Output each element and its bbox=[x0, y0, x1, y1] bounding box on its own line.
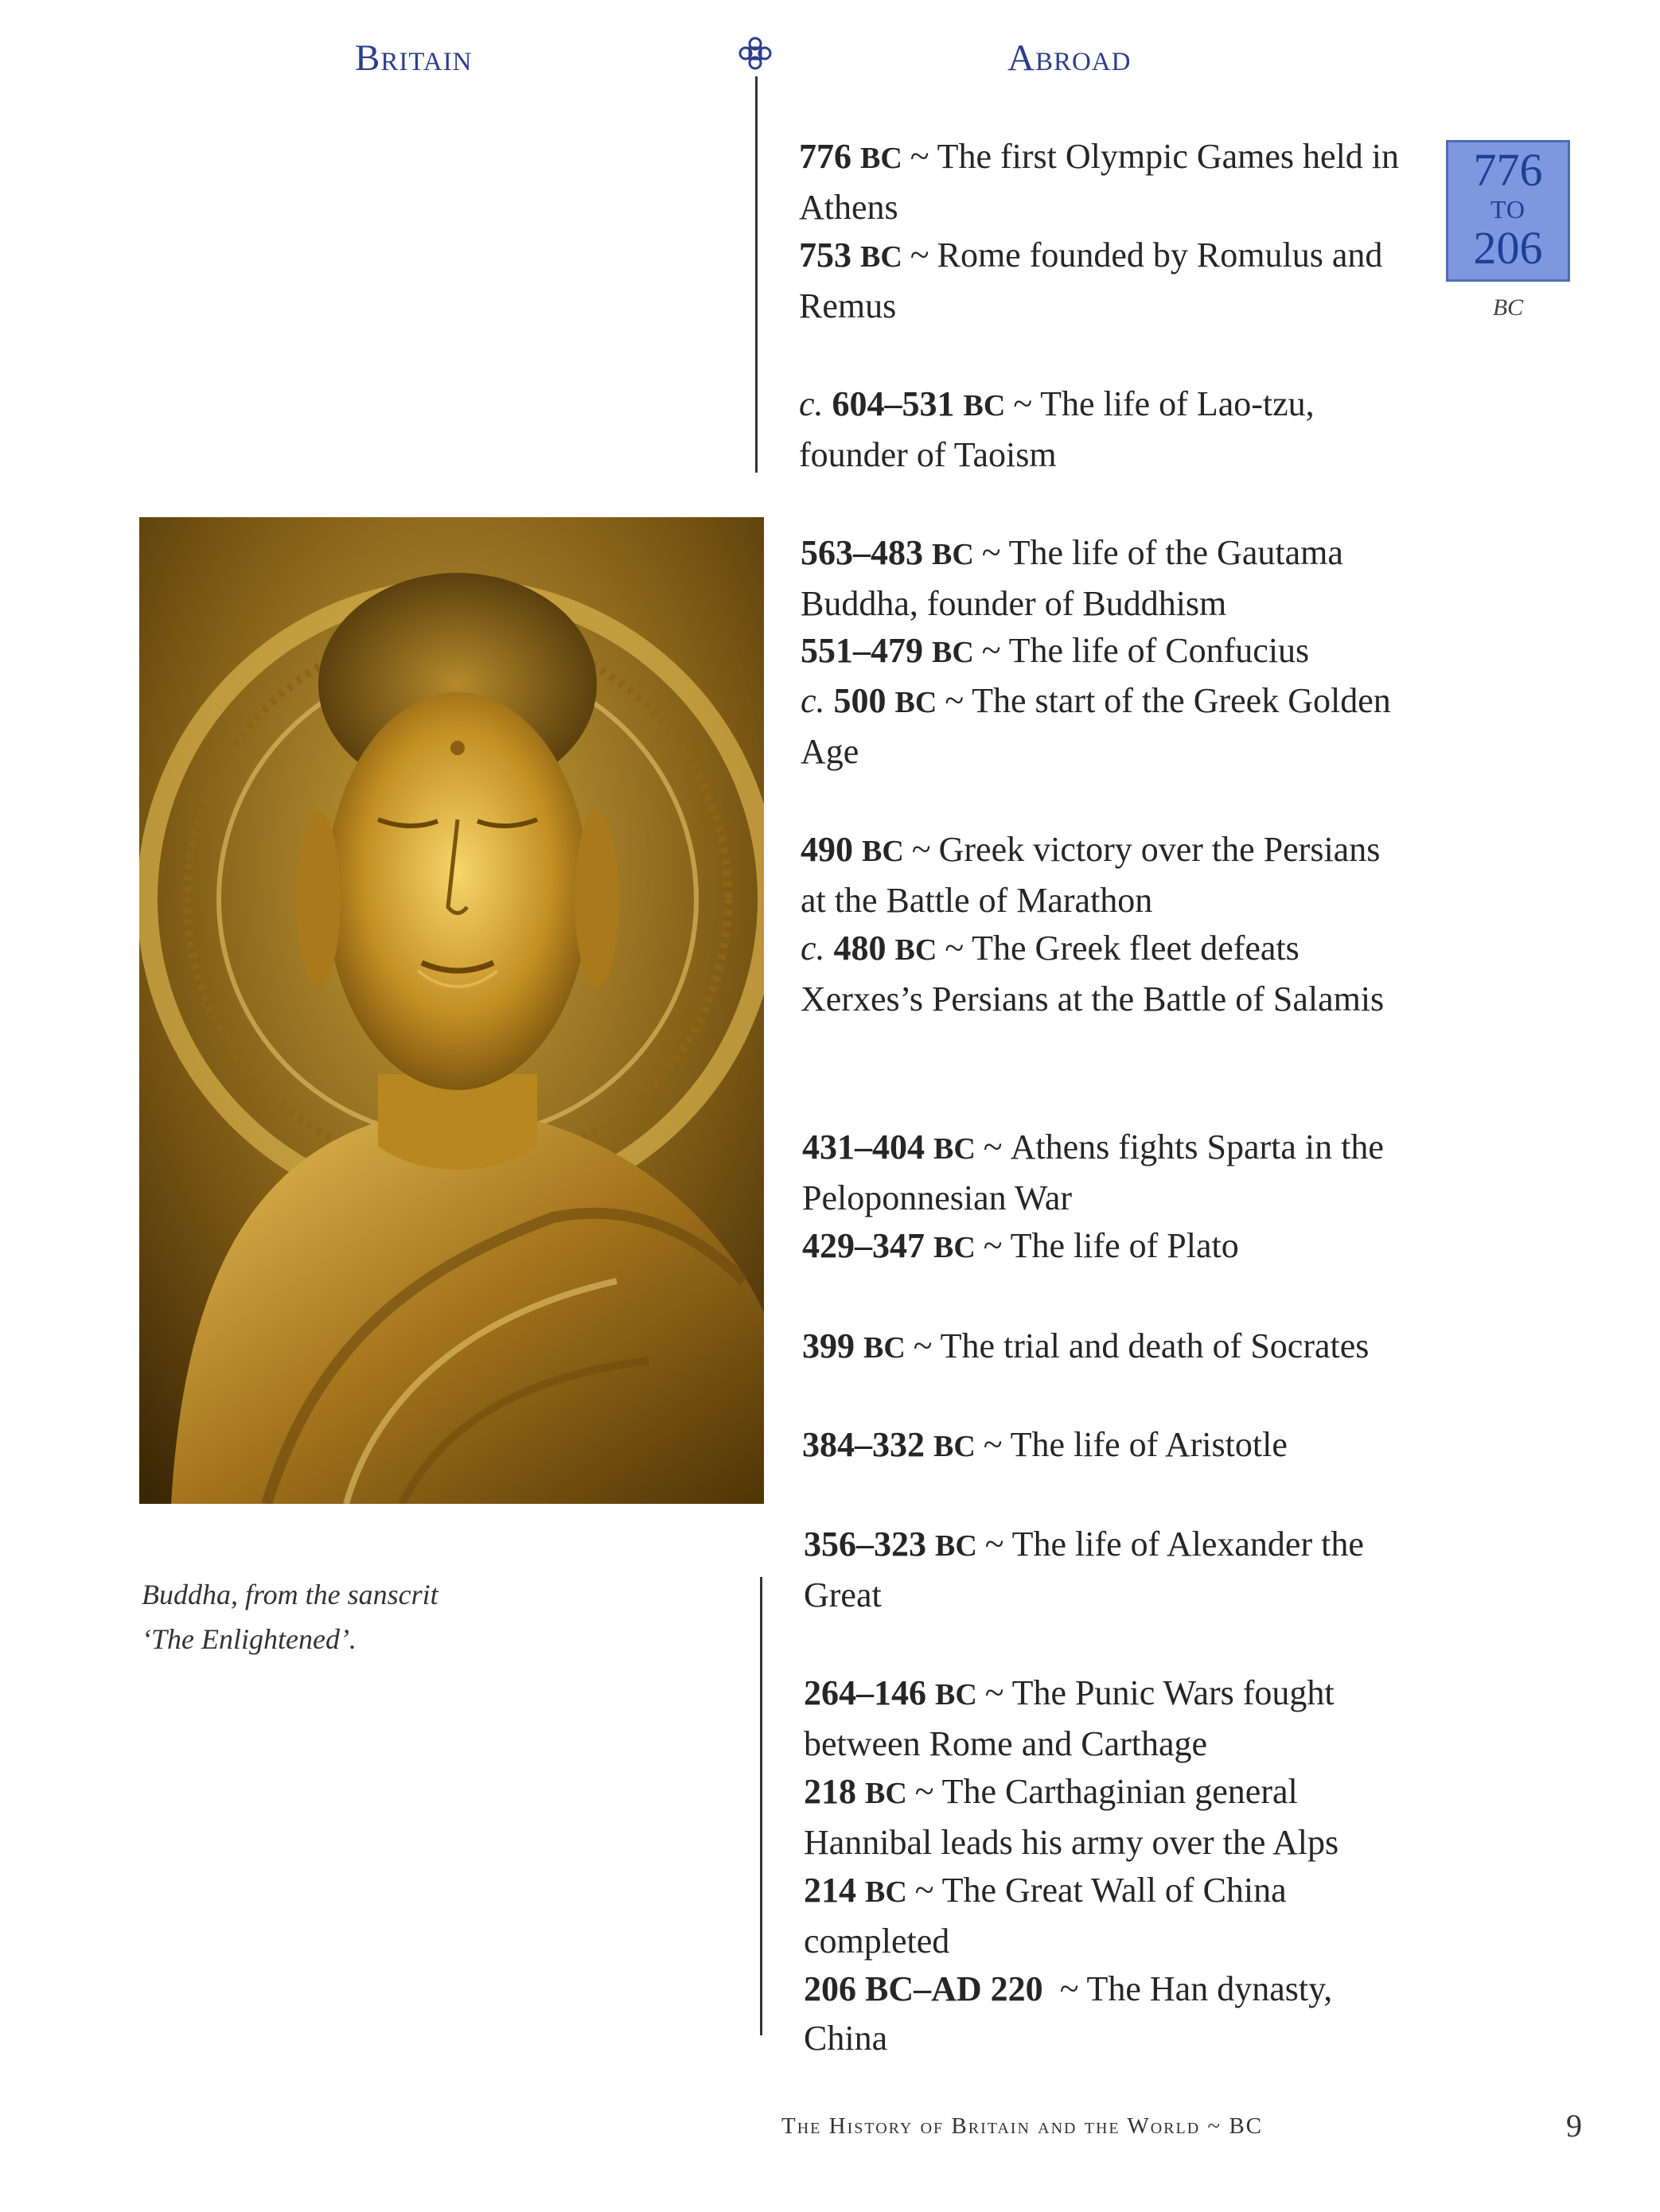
event-separator: ~ bbox=[981, 533, 1001, 572]
timeline-event bbox=[802, 1322, 1407, 1373]
event-era: BC bbox=[935, 1678, 977, 1712]
event-era: BC bbox=[932, 538, 974, 571]
event-description: The life of Plato bbox=[1010, 1226, 1239, 1265]
event-date: 500 bbox=[833, 681, 887, 720]
timeline-event bbox=[802, 1123, 1407, 1223]
event-description: The Carthaginian general Hannibal leads his army over the Alps bbox=[804, 1772, 1339, 1862]
event-separator: ~ bbox=[910, 137, 929, 176]
event-era: BC bbox=[935, 1529, 977, 1563]
event-date: 753 bbox=[799, 236, 851, 275]
timeline-event bbox=[804, 1520, 1409, 1620]
event-separator: ~ bbox=[1059, 1969, 1079, 2008]
caption-line-1: Buddha, from the sanscrit bbox=[142, 1579, 438, 1610]
timeline-event bbox=[804, 1767, 1409, 1867]
event-era: BC bbox=[932, 636, 974, 669]
event-separator: ~ bbox=[914, 1772, 934, 1811]
event-separator: ~ bbox=[913, 1326, 933, 1365]
event-date: 480 bbox=[833, 929, 887, 968]
event-era: BC bbox=[933, 1231, 976, 1264]
event-date: 218 bbox=[804, 1772, 856, 1811]
event-era: BC bbox=[933, 1132, 976, 1166]
event-date: 399 bbox=[802, 1326, 855, 1365]
event-separator: ~ bbox=[911, 830, 931, 869]
event-separator: ~ bbox=[981, 631, 1001, 670]
event-separator: ~ bbox=[914, 1871, 934, 1910]
range-connector: TO bbox=[1490, 195, 1526, 224]
buddha-statue-image bbox=[139, 517, 764, 1504]
event-description: The Punic Wars fought between Rome and Carthage bbox=[804, 1673, 1335, 1763]
event-era: BC bbox=[862, 835, 904, 868]
event-description: Athens fights Sparta in the Peloponnesian War bbox=[802, 1127, 1384, 1217]
event-description: The life of Aristotle bbox=[1010, 1425, 1288, 1464]
event-date: 264–146 bbox=[804, 1673, 926, 1712]
column-divider-top bbox=[755, 76, 758, 473]
timeline-event bbox=[799, 231, 1404, 331]
timeline-event bbox=[801, 676, 1405, 777]
timeline-event bbox=[802, 1221, 1407, 1272]
event-date: 384–332 bbox=[802, 1425, 925, 1464]
event-date: 214 bbox=[804, 1871, 856, 1910]
celtic-knot-icon bbox=[737, 35, 773, 72]
timeline-event bbox=[802, 1420, 1407, 1471]
timeline-event bbox=[799, 380, 1404, 480]
date-range-badge bbox=[1446, 140, 1570, 282]
event-separator: ~ bbox=[984, 1673, 1004, 1712]
caption-line-2: ‘The Enlightened’. bbox=[142, 1623, 357, 1655]
event-date: 776 bbox=[799, 137, 851, 176]
range-era-label: BC bbox=[1492, 294, 1524, 321]
range-end-year: 206 bbox=[1473, 222, 1543, 274]
event-date: 563–483 bbox=[801, 533, 923, 572]
britain-column-heading: Britain bbox=[355, 37, 473, 79]
event-circa: c. bbox=[799, 384, 824, 423]
timeline-event bbox=[799, 132, 1404, 232]
buddha-photo bbox=[139, 517, 764, 1504]
event-description: The Han dynasty, China bbox=[804, 1969, 1333, 2058]
event-description: Greek victory over the Persians at the Battle of Marathon bbox=[801, 830, 1381, 920]
timeline-event bbox=[804, 1669, 1409, 1769]
timeline-event bbox=[801, 626, 1405, 677]
event-separator: ~ bbox=[983, 1226, 1003, 1265]
event-description: The first Olympic Games held in Athens bbox=[799, 137, 1400, 227]
event-circa: c. bbox=[801, 929, 825, 968]
running-footer: The History of Britain and the World ~ BC bbox=[781, 2113, 1264, 2139]
event-description: The start of the Greek Golden Age bbox=[801, 681, 1391, 771]
timeline-event bbox=[801, 924, 1405, 1024]
event-description: The life of Alexander the Great bbox=[804, 1525, 1364, 1614]
photo-caption bbox=[142, 1572, 587, 1661]
event-era: BC bbox=[865, 1777, 907, 1810]
event-date: 206 BC–AD 220 bbox=[804, 1969, 1043, 2008]
event-date: 490 bbox=[801, 830, 853, 869]
column-divider-bottom bbox=[760, 1577, 762, 2035]
event-description: The Greek fleet defeats Xerxes’s Persians at the Battle of Salamis bbox=[801, 929, 1385, 1018]
event-description: The Great Wall of China completed bbox=[804, 1871, 1287, 1961]
event-description: The life of Lao-tzu, founder of Taoism bbox=[799, 384, 1315, 474]
timeline-event bbox=[804, 1866, 1409, 1966]
event-date: 356–323 bbox=[804, 1525, 926, 1564]
event-separator: ~ bbox=[945, 929, 964, 968]
event-separator: ~ bbox=[983, 1127, 1003, 1166]
event-separator: ~ bbox=[910, 236, 929, 275]
event-description: The life of the Gautama Buddha, founder of Buddhism bbox=[801, 533, 1343, 623]
range-start-year: 776 bbox=[1473, 144, 1543, 196]
event-separator: ~ bbox=[1013, 384, 1033, 423]
event-date: 431–404 bbox=[802, 1127, 925, 1166]
event-separator: ~ bbox=[945, 681, 964, 720]
event-date: 604–531 bbox=[832, 384, 955, 423]
event-description: The trial and death of Socrates bbox=[940, 1326, 1370, 1365]
event-era: BC bbox=[860, 240, 902, 274]
event-era: BC bbox=[963, 389, 1006, 423]
event-separator: ~ bbox=[983, 1425, 1003, 1464]
abroad-column-heading: Abroad bbox=[1007, 37, 1132, 79]
timeline-event bbox=[801, 825, 1405, 925]
event-description: Rome founded by Romulus and Remus bbox=[799, 236, 1383, 325]
event-era: BC bbox=[865, 1875, 907, 1909]
event-era: BC bbox=[860, 142, 902, 175]
timeline-event bbox=[801, 528, 1405, 629]
event-separator: ~ bbox=[984, 1525, 1004, 1564]
event-date: 429–347 bbox=[802, 1226, 925, 1265]
event-circa: c. bbox=[801, 681, 825, 720]
event-description: The life of Confucius bbox=[1008, 631, 1310, 670]
event-era: BC bbox=[933, 1430, 976, 1463]
event-era: BC bbox=[894, 686, 937, 719]
page-number: 9 bbox=[1566, 2108, 1582, 2144]
timeline-event bbox=[804, 1965, 1409, 2063]
event-date: 551–479 bbox=[801, 631, 923, 670]
event-era: BC bbox=[863, 1331, 906, 1365]
event-era: BC bbox=[894, 933, 937, 967]
